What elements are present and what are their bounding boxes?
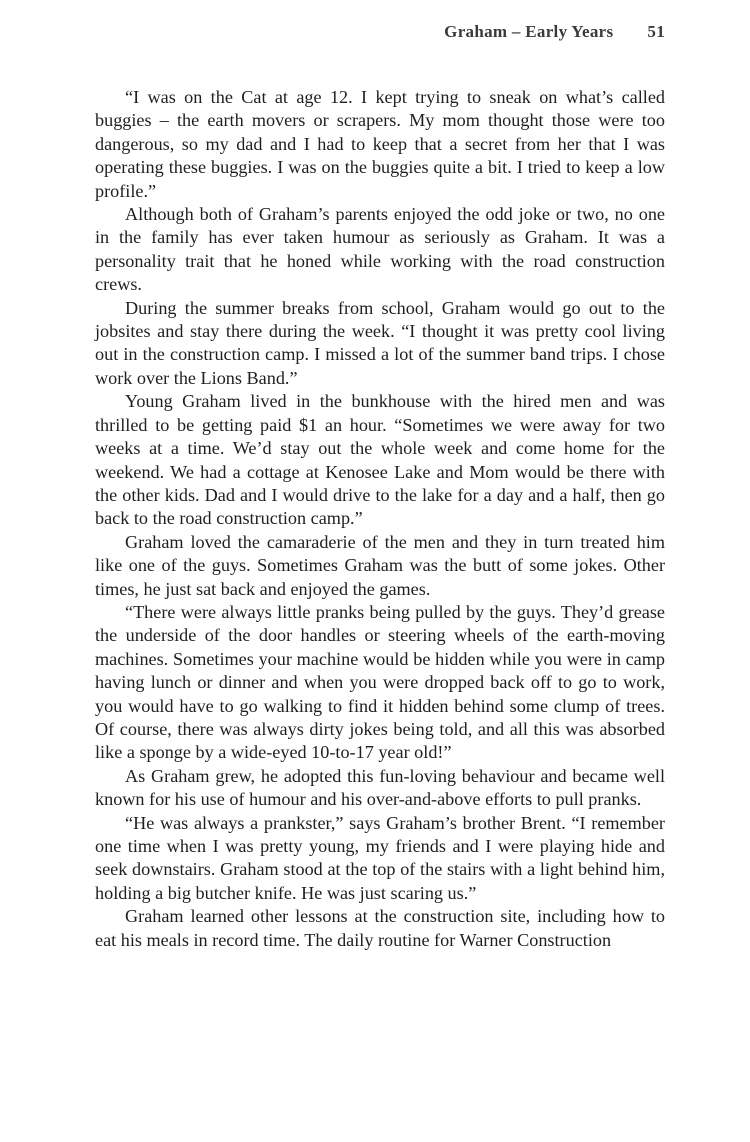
paragraph: “There were always little pranks being pulled by the guys. They’d grease the underside of the door handles or steering wheels of the earth-moving machines. Sometimes your machine would be hidden while you were in camp having lunch or dinner and when you were dropped back off to go to work, you would have to go walking to find it hidden behind some clump of trees. Of course, there was always dirty jokes being told, and all this was absorbed like a sponge by a wide-eyed 10-to-17 year old!” bbox=[95, 601, 665, 763]
paragraph: Young Graham lived in the bunkhouse with the hired men and was thrilled to be getting paid $1 an hour. “Sometimes we were away for two weeks at a time. We’d stay out the whole week and come home for the weekend. We had a cottage at Kenosee Lake and Mom would be there with the other kids. Dad and I would drive to the lake for a day and a half, then go back to the road construction camp.” bbox=[95, 391, 665, 529]
paragraph: Graham learned other lessons at the construction site, including how to eat his meals in record time. The daily routine for Warner Construction bbox=[95, 906, 665, 950]
paragraph: “He was always a prankster,” says Graham’s brother Brent. “I remember one time when I was pretty young, my friends and I were playing hide and seek downstairs. Graham stood at the top of the stairs with a light behind him, holding a big butcher knife. He was just scaring us.” bbox=[95, 812, 665, 903]
page-number: 51 bbox=[647, 22, 665, 41]
paragraph: During the summer breaks from school, Graham would go out to the jobsites and stay there during the week. “I thought it was pretty cool living out in the construction camp. I missed a lot of the summer band trips. I chose work over the Lions Band.” bbox=[95, 297, 665, 388]
running-header bbox=[95, 22, 665, 42]
paragraph: “I was on the Cat at age 12. I kept trying to sneak on what’s called buggies – the earth movers or scrapers. My mom thought those were too dangerous, so my dad and I had to keep that a secret from her that I was operating these buggies. I was on the buggies quite a bit. I tried to keep a low profile.” bbox=[95, 87, 665, 201]
body-text bbox=[95, 86, 665, 952]
paragraph: Graham loved the camaraderie of the men and they in turn treated him like one of the guys. Sometimes Graham was the butt of some jokes. Other times, he just sat back and enjoyed the games. bbox=[95, 531, 665, 599]
running-header-title: Graham – Early Years bbox=[444, 22, 614, 41]
paragraph: As Graham grew, he adopted this fun-loving behaviour and became well known for his use of humour and his over-and-above efforts to pull pranks. bbox=[95, 765, 665, 810]
paragraph: Although both of Graham’s parents enjoyed the odd joke or two, no one in the family has ever taken humour as seriously as Graham. It was a personality trait that he honed while working with the road construction crews. bbox=[95, 204, 665, 295]
